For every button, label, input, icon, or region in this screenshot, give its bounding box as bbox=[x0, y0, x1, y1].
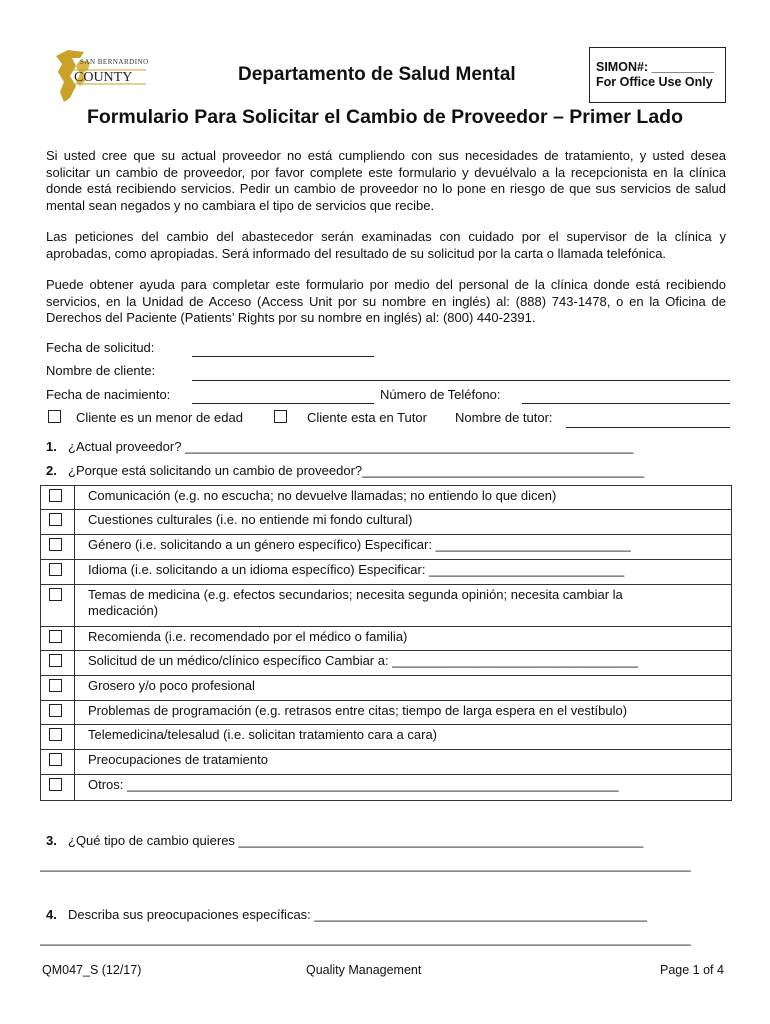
reason-label: Temas de medicina (e.g. efectos secundarios; necesita segunda opinión; necesita cambiar la medicación) bbox=[88, 587, 623, 618]
q4-preocupaciones[interactable]: Describa sus preocupaciones específicas: ______________________________________________ bbox=[68, 907, 647, 922]
department-title: Departamento de Salud Mental bbox=[238, 64, 516, 85]
q2-number: 2. bbox=[46, 463, 57, 478]
en-tutor-label: Cliente esta en Tutor bbox=[307, 410, 427, 425]
simon-number-label: SIMON#: _________ bbox=[596, 60, 715, 74]
logo-top-text: SAN BERNARDINO bbox=[80, 58, 149, 66]
reason-checkbox[interactable] bbox=[49, 704, 62, 717]
fecha-solicitud-label: Fecha de solicitud: bbox=[46, 340, 155, 355]
intro-paragraph-1: Si usted cree que su actual proveedor no está cumpliendo con sus necesidades de tratamiento, y usted desea solicitar un cambio de proveedor, por favor complete este formulario y devuélvalo a la recepcionista en la clínica donde está recibiendo servicios. Pedir un cambio de proveedor no lo pone en riesgo de que sus servicios de salud mental sean negados y no cambiara el tipo de servicios que recibe. bbox=[46, 148, 726, 213]
reasons-row-separator bbox=[40, 584, 732, 585]
page-number: Page 1 of 4 bbox=[660, 963, 724, 977]
reason-label: Cuestiones culturales (i.e. no entiende mi fondo cultural) bbox=[88, 512, 413, 527]
menor-edad-checkbox[interactable] bbox=[48, 410, 61, 423]
reason-label: Otros: ____________________________________________________________________ bbox=[88, 777, 619, 792]
reasons-row-separator bbox=[40, 724, 732, 725]
reasons-row-separator bbox=[40, 534, 732, 535]
logo-main-text: COUNTY bbox=[74, 70, 133, 85]
q3-tipo-cambio[interactable]: ¿Qué tipo de cambio quieres ________________________________________________________ bbox=[68, 833, 644, 848]
reason-checkbox[interactable] bbox=[49, 728, 62, 741]
reasons-row-separator bbox=[40, 650, 732, 651]
q4-number: 4. bbox=[46, 907, 57, 922]
reason-label: Grosero y/o poco profesional bbox=[88, 678, 255, 693]
reasons-row-separator bbox=[40, 559, 732, 560]
q2-porque-cambio: ¿Porque está solicitando un cambio de proveedor?_______________________________________ bbox=[68, 463, 645, 478]
menor-edad-label: Cliente es un menor de edad bbox=[76, 410, 243, 425]
q1-number: 1. bbox=[46, 439, 57, 454]
q1-actual-proveedor[interactable]: ¿Actual proveedor? ______________________________________________________________ bbox=[68, 439, 634, 454]
intro-paragraph-3: Puede obtener ayuda para completar este formulario por medio del personal de la clínica donde está recibiendo servicios, en la Unidad de Acceso (Access Unit por su nombre en inglés) al: (888) 743-1478, o en la Oficina de Derechos del Paciente (Patients’ Rights por su nombre en inglés) al: (800) 440-2391. bbox=[46, 277, 726, 325]
reason-label: Problemas de programación (e.g. retrasos entre citas; tiempo de larga espera en el vestíbulo) bbox=[88, 703, 628, 718]
q3-extra-line[interactable]: __________________________________________________________________________________________ bbox=[40, 857, 691, 872]
q3-number: 3. bbox=[46, 833, 57, 848]
reason-label: Idioma (i.e. solicitando a un idioma específico) Especificar: ___________________________ bbox=[88, 562, 625, 577]
reason-checkbox[interactable] bbox=[49, 563, 62, 576]
en-tutor-checkbox[interactable] bbox=[274, 410, 287, 423]
office-use-label: For Office Use Only bbox=[596, 75, 713, 89]
form-code: QM047_S (12/17) bbox=[42, 963, 142, 977]
reasons-row-separator bbox=[40, 675, 732, 676]
reason-checkbox[interactable] bbox=[49, 489, 62, 502]
county-logo bbox=[50, 46, 150, 104]
reason-checkbox[interactable] bbox=[49, 654, 62, 667]
nombre-cliente-label: Nombre de cliente: bbox=[46, 363, 156, 378]
form-title: Formulario Para Solicitar el Cambio de Proveedor – Primer Lado bbox=[86, 106, 684, 128]
reason-label: Solicitud de un médico/clínico específico Cambiar a: __________________________________ bbox=[88, 653, 639, 668]
fecha-nacimiento-label: Fecha de nacimiento: bbox=[46, 387, 171, 402]
fecha-solicitud-field[interactable] bbox=[192, 356, 374, 357]
reasons-row-separator bbox=[40, 509, 732, 510]
fecha-nacimiento-field[interactable] bbox=[192, 403, 374, 404]
nombre-cliente-field[interactable] bbox=[192, 380, 730, 381]
footer-department: Quality Management bbox=[306, 963, 422, 977]
reason-label: Recomienda (i.e. recomendado por el médico o familia) bbox=[88, 629, 408, 644]
reason-checkbox[interactable] bbox=[49, 588, 62, 601]
reasons-row-separator bbox=[40, 749, 732, 750]
q4-extra-line[interactable]: __________________________________________________________________________________________ bbox=[40, 931, 691, 946]
reason-checkbox[interactable] bbox=[49, 753, 62, 766]
reasons-row-separator bbox=[40, 774, 732, 775]
nombre-tutor-label: Nombre de tutor: bbox=[455, 410, 553, 425]
reasons-row-separator bbox=[40, 626, 732, 627]
reason-checkbox[interactable] bbox=[49, 538, 62, 551]
intro-paragraph-2: Las peticiones del cambio del abastecedor serán examinadas con cuidado por el supervisor de la clínica y aprobadas, como apropiadas. Será informado del resultado de su solicitud por la carta o llamada telefónica. bbox=[46, 229, 726, 261]
reasons-column-divider bbox=[74, 485, 75, 801]
reason-label: Género (i.e. solicitando a un género específico) Especificar: ___________________________ bbox=[88, 537, 631, 552]
numero-telefono-field[interactable] bbox=[522, 403, 730, 404]
reason-checkbox[interactable] bbox=[49, 513, 62, 526]
reason-checkbox[interactable] bbox=[49, 679, 62, 692]
reason-label: Preocupaciones de tratamiento bbox=[88, 752, 268, 767]
reason-checkbox[interactable] bbox=[49, 778, 62, 791]
reason-label: Comunicación (e.g. no escucha; no devuelve llamadas; no entiendo lo que dicen) bbox=[88, 488, 557, 503]
reason-checkbox[interactable] bbox=[49, 630, 62, 643]
numero-telefono-label: Número de Teléfono: bbox=[380, 387, 501, 402]
nombre-tutor-field[interactable] bbox=[566, 427, 730, 428]
reasons-row-separator bbox=[40, 700, 732, 701]
reason-label: Telemedicina/telesalud (i.e. solicitan tratamiento cara a cara) bbox=[88, 727, 438, 742]
